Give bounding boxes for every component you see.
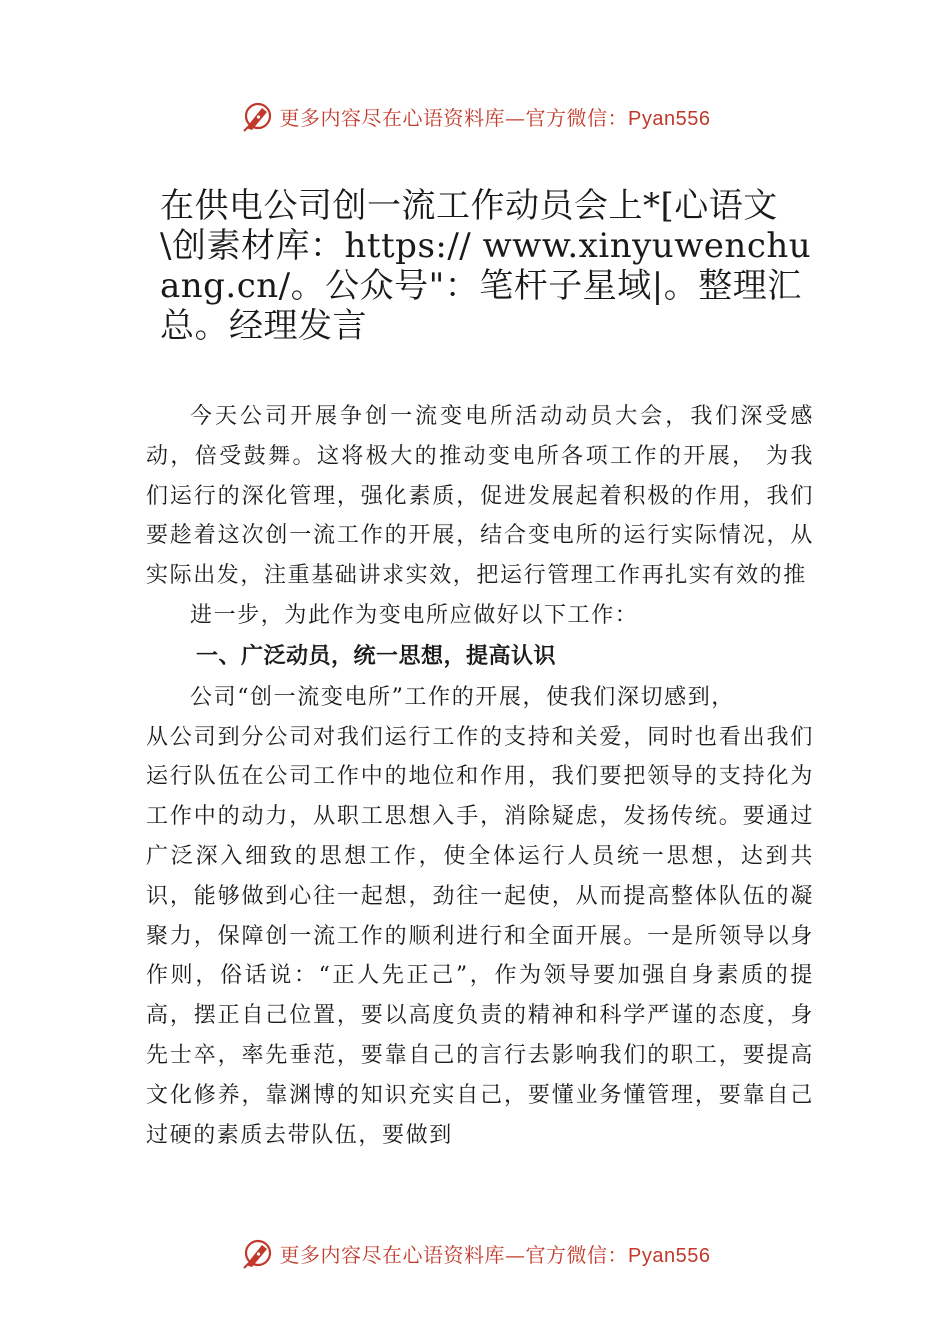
banner-text (280, 102, 711, 131)
banner-wechat-id: Pyan556 (628, 107, 711, 130)
footer-banner (0, 1233, 950, 1273)
document-title: 在供电公司创一流工作动员会上*[心语文\创素材库：https:// www.xinyuwenchuang.cn/。公众号"：笔杆子星域|。整理汇总。经理发言 (160, 186, 812, 346)
banner-wechat-id: Pyan556 (628, 1244, 711, 1267)
section-first-line: 公司“创一流变电所”工作的开展，使我们深切感到， (190, 684, 735, 710)
section-paragraph: 从公司到分公司对我们运行工作的支持和关爱，同时也看出我们运行队伍在公司工作中的地位和作用，我们要把领导的支持化为工作中的动力，从职工思想入手，消除疑虑，发扬传统。要通过广泛深入细致的思想工作，使全体运行人员统一思想，达到共识，能够做到心往一起想，劲往一起使，从而提高整体队伍的凝聚力，保障创一流工作的顺利进行和全面开展。一是所领导以身作则，俗话说：“正人先正己”，作为领导要加强自身素质的提高，摆正自己位置，要以高度负责的精神和科学严谨的态度，身先士卒，率先垂范，要靠自己的言行去影响我们的职工，要提高文化修养，靠渊博的知识充实自己，要懂业务懂管理，要靠自己过硬的素质去带队伍，要做到 (146, 724, 814, 1148)
red-pen-nib-circle-icon (240, 98, 276, 134)
banner-label: 更多内容尽在心语资料库—官方微信： (279, 105, 629, 130)
banner-label: 更多内容尽在心语资料库—官方微信： (279, 1242, 629, 1267)
document-body (146, 397, 814, 1155)
red-pen-nib-circle-icon (240, 1235, 276, 1271)
banner-text (280, 1239, 711, 1268)
section-heading: 一、广泛动员，统一思想，提高认识 (196, 643, 557, 669)
body-paragraph: 进一步，为此作为变电所应做好以下工作： (190, 602, 639, 628)
header-banner (0, 96, 950, 136)
body-paragraph: 今天公司开展争创一流变电所活动动员大会，我们深受感动，倍受鼓舞。这将极大的推动变电所各项工作的开展， 为我们运行的深化管理，强化素质，促进发展起着积极的作用，我们要趁着这次创一流工作的开展，结合变电所的运行实际情况，从实际出发，注重基础讲求实效，把运行管理工作再扎实有效的推 (146, 404, 814, 589)
